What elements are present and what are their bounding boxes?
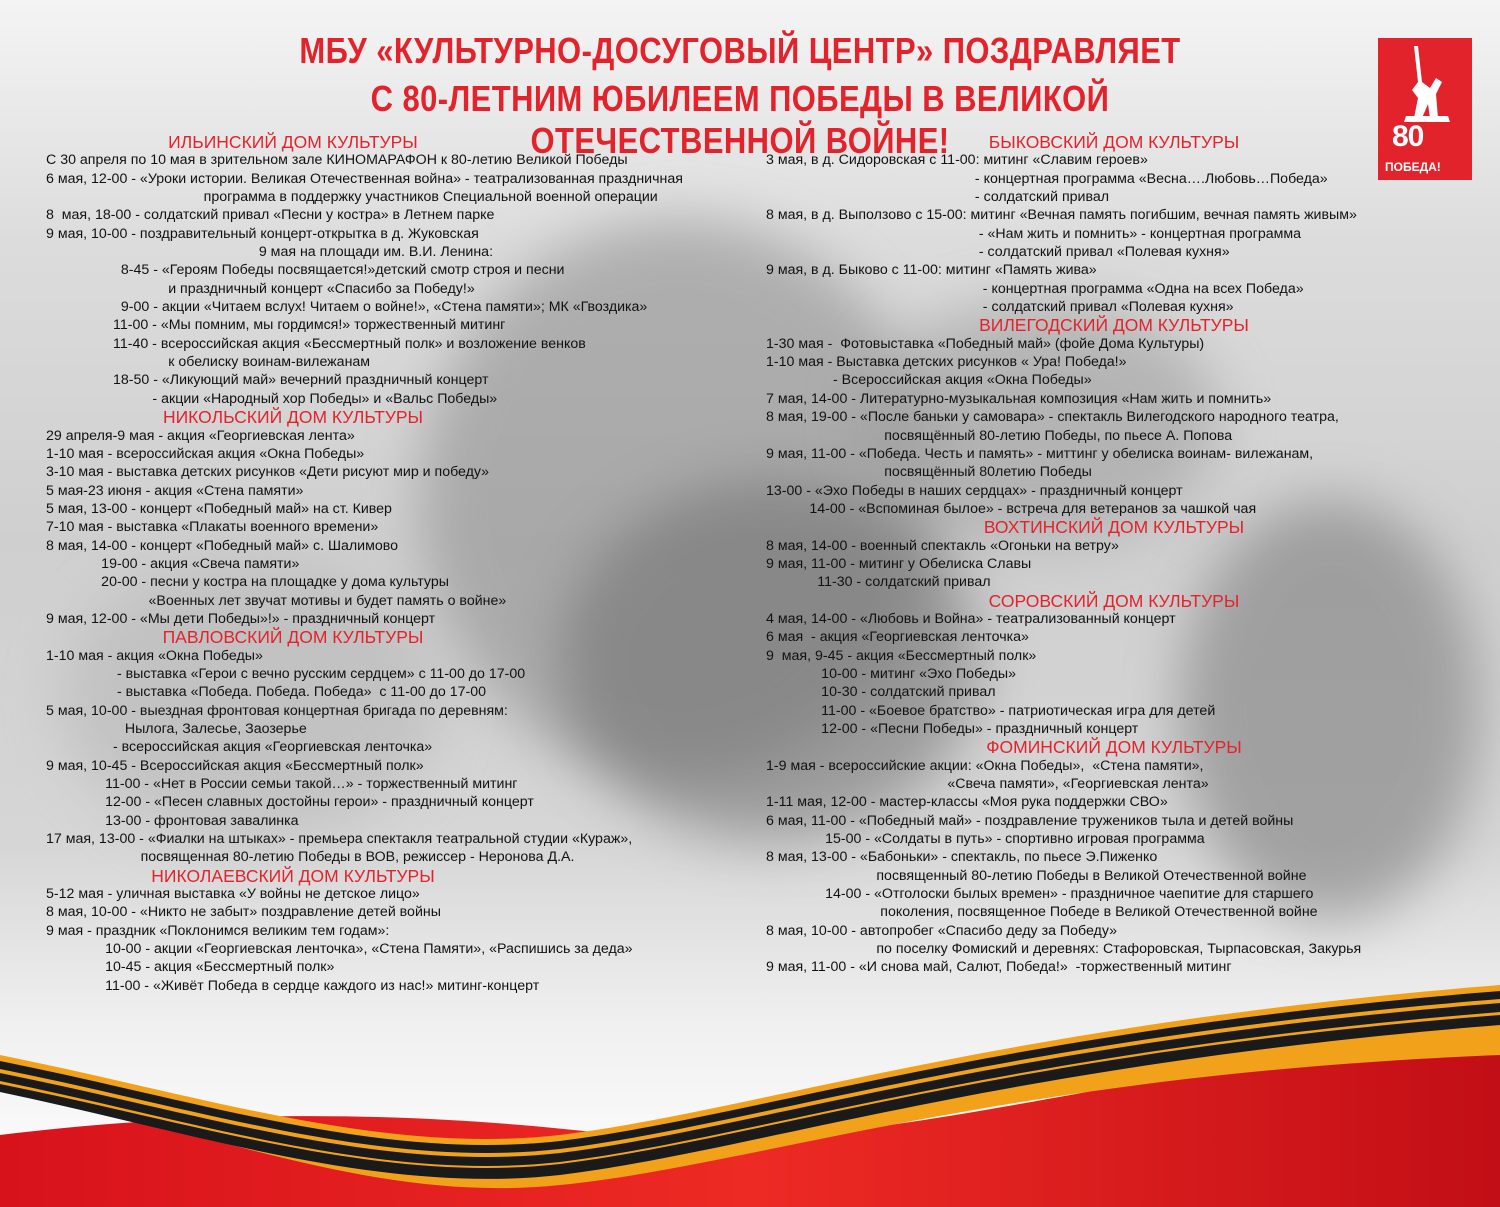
section-title: БЫКОВСКИЙ ДОМ КУЛЬТУРЫ: [988, 132, 1240, 152]
event-line: 9-00 - акции «Читаем вслух! Читаем о войне!», «Стена памяти»; МК «Гвоздика»: [46, 299, 648, 316]
section-title: ВОХТИНСКИЙ ДОМ КУЛЬТУРЫ: [983, 517, 1245, 538]
section: [766, 592, 1486, 739]
event-line: 15-00 - «Солдаты в путь» - спортивно игровая программа: [766, 831, 1205, 848]
event-line: 14-00 - «Отголоски былых времен» - праздничное чаепитие для старшего: [766, 886, 1314, 903]
event-line: 11-30 - солдатский привал: [766, 574, 991, 591]
event-line: 9 мая, 9-45 - акция «Бессмертный полк»: [766, 647, 1037, 664]
event-line: 12-00 - «Песни Победы» - праздничный концерт: [766, 721, 1139, 737]
event-line: - «Нам жить и помнить» - концертная программа: [766, 225, 1302, 242]
event-line: 5-12 мая - уличная выставка «У войны не детское лицо»: [46, 886, 420, 903]
event-line: 10-30 - солдатский привал: [766, 684, 996, 701]
event-line: посвященный 80-летию Победы в Великой Отечественной войне: [766, 867, 1307, 884]
logo-text: ПОБЕДА!: [1385, 160, 1441, 174]
event-line: 3-10 мая - выставка детских рисунков «Дети рисуют мир и победу»: [46, 464, 490, 481]
event-line: - выставка «Победа. Победа. Победа» с 11-00 до 17-00: [46, 684, 487, 701]
right-column: [766, 133, 1486, 977]
event-line: 9 мая, 10-00 - поздравительный концерт-открытка в д. Жуковская: [46, 225, 479, 242]
section: [766, 738, 1486, 976]
section-title: НИКОЛАЕВСКИЙ ДОМ КУЛЬТУРЫ: [151, 865, 435, 886]
section-title: ИЛЬИНСКИЙ ДОМ КУЛЬТУРЫ: [168, 132, 418, 152]
event-line: 8 мая, 10-00 - автопробег «Спасибо деду за Победу»: [766, 922, 1117, 939]
event-line: С 30 апреля по 10 мая в зрительном зале КИНОМАРАФОН к 80-летию Великой Победы: [46, 152, 628, 169]
event-line: 1-11 мая, 12-00 - мастер-классы «Моя рука поддержки СВО»: [766, 794, 1168, 811]
event-line: 17 мая, 13-00 - «Фиалки на штыках» - премьера спектакля театральной студии «Кураж»,: [46, 831, 633, 848]
event-line: 9 мая, 10-45 - Всероссийская акция «Бессмертный полк»: [46, 757, 424, 774]
event-line: 8 мая, 13-00 - «Бабоньки» - спектакль, по пьесе Э.Пиженко: [766, 849, 1158, 866]
event-line: 11-00 - «Нет в России семьи такой…» - торжественный митинг: [46, 776, 518, 793]
event-line: 11-00 - «Мы помним, мы гордимся!» торжественный митинг: [46, 317, 506, 334]
event-line: 8 мая, 19-00 - «После баньки у самовара» - спектакль Вилегодского народного театра,: [766, 409, 1339, 426]
event-line: 9 мая, в д. Быково с 11-00: митинг «Память жива»: [766, 262, 1097, 279]
section: [766, 316, 1486, 518]
section: [46, 408, 766, 628]
section: [766, 518, 1486, 591]
event-line: поколения, посвященное Победе в Великой Отечественной войне: [766, 904, 1318, 921]
section: [766, 133, 1486, 316]
event-line: 1-30 мая - Фотовыставка «Победный май» (фойе Дома Культуры): [766, 335, 1205, 352]
event-line: - выставка «Герои с вечно русским сердцем» с 11-00 до 17-00: [46, 665, 526, 682]
event-line: 14-00 - «Вспоминая былое» - встреча для ветеранов за чашкой чая: [766, 500, 1257, 517]
section-title: СОРОВСКИЙ ДОМ КУЛЬТУРЫ: [988, 590, 1240, 611]
event-line: 9 мая, 12-00 - «Мы дети Победы»!» - праздничный концерт: [46, 610, 436, 627]
event-line: Нылога, Залесье, Заозерье: [46, 721, 307, 737]
event-line: 20-00 - песни у костра на площадке у дома культуры: [46, 574, 449, 591]
event-line: - солдатский привал «Полевая кухня»: [766, 244, 1230, 261]
event-line: 12-00 - «Песен славных достойны герои» - праздничный концерт: [46, 794, 534, 811]
event-line: 11-40 - всероссийская акция «Бессмертный полк» и возложение венков: [46, 335, 586, 352]
event-line: 7-10 мая - выставка «Плакаты военного времени»: [46, 519, 379, 536]
event-line: 11-00 - «Боевое братство» - патриотическая игра для детей: [766, 702, 1216, 719]
event-line: 3 мая, в д. Сидоровская с 11-00: митинг «Славим героев»: [766, 152, 1148, 169]
event-line: 7 мая, 14-00 - Литературно-музыкальная композиция «Нам жить и помнить»: [766, 390, 1272, 407]
event-line: - солдатский привал: [766, 189, 1110, 206]
event-line: к обелиску воинам-вилежанам: [46, 354, 371, 371]
event-line: 1-10 мая - акция «Окна Победы»: [46, 647, 263, 664]
event-line: - всероссийская акция «Георгиевская ленточка»: [46, 739, 433, 756]
event-line: посвященная 80-летию Победы в ВОВ, режиссер - Неронова Д.А.: [46, 849, 575, 866]
event-line: «Свеча памяти», «Георгиевская лента»: [766, 776, 1209, 793]
event-line: посвящённый 80летию Победы: [766, 464, 1092, 481]
event-line: - Всероссийская акция «Окна Победы»: [766, 372, 1092, 389]
section: [46, 867, 766, 995]
event-line: 4 мая, 14-00 - «Любовь и Война» - театрализованный концерт: [766, 610, 1176, 627]
event-line: - солдатский привал «Полевая кухня»: [766, 299, 1234, 316]
event-line: 8 мая, 14-00 - концерт «Победный май» с. Шалимово: [46, 537, 398, 554]
section-title: ФОМИНСКИЙ ДОМ КУЛЬТУРЫ: [986, 737, 1242, 758]
event-line: 18-50 - «Ликующий май» вечерний праздничный концерт: [46, 372, 489, 389]
event-line: 9 мая на площади им. В.И. Ленина:: [46, 244, 494, 261]
event-line: 6 мая, 11-00 - «Победный май» - поздравление тружеников тыла и детей войны: [766, 812, 1294, 829]
section: [46, 628, 766, 866]
event-line: и праздничный концерт «Спасибо за Победу!»: [46, 280, 475, 297]
event-line: 5 мая, 10-00 - выездная фронтовая концертная бригада по деревням:: [46, 702, 508, 719]
event-line: 5 мая-23 июня - акция «Стена памяти»: [46, 482, 304, 499]
event-line: - концертная программа «Одна на всех Победа»: [766, 280, 1304, 297]
event-line: 29 апреля-9 мая - акция «Георгиевская лента»: [46, 427, 355, 444]
event-line: 1-9 мая - всероссийские акции: «Окна Победы», «Стена памяти»,: [766, 757, 1204, 774]
event-line: 1-10 мая - Выставка детских рисунков « Ура! Победа!»: [766, 354, 1127, 371]
event-line: 9 мая, 11-00 - митинг у Обелиска Славы: [766, 555, 1032, 572]
event-line: - акции «Народный хор Победы» и «Вальс Победы»: [46, 390, 498, 407]
logo-number: 80: [1392, 120, 1424, 153]
event-line: 19-00 - акция «Свеча памяти»: [46, 555, 300, 572]
event-line: 5 мая, 13-00 - концерт «Победный май» на ст. Кивер: [46, 500, 392, 517]
page-title-line-1: МБУ «КУЛЬТУРНО-ДОСУГОВЫЙ ЦЕНТР» ПОЗДРАВЛЯЕТ: [299, 30, 1181, 71]
event-line: 13-00 - фронтовая завалинка: [46, 812, 299, 829]
event-line: посвящённый 80-летию Победы, по пьесе А. Попова: [766, 427, 1233, 444]
event-line: 10-00 - митинг «Эхо Победы»: [766, 665, 1016, 682]
event-line: 8 мая, 14-00 - военный спектакль «Огоньки на ветру»: [766, 537, 1119, 554]
event-line: программа в поддержку участников Специальной военной операции: [46, 189, 658, 206]
event-line: 8-45 - «Героям Победы посвящается!»детский смотр строя и песни: [46, 262, 565, 279]
event-line: 8 мая, в д. Выползово с 15-00: митинг «Вечная память погибшим, вечная память живым»: [766, 207, 1357, 224]
event-line: 11-00 - «Живёт Победа в сердце каждого из нас!» митинг-концерт: [46, 977, 540, 994]
event-line: 6 мая, 12-00 - «Уроки истории. Великая Отечественная война» - театрализованная праздничная: [46, 170, 683, 187]
event-line: 9 мая - праздник «Поклонимся великим тем годам»:: [46, 922, 390, 939]
section-title: ПАВЛОВСКИЙ ДОМ КУЛЬТУРЫ: [162, 627, 424, 648]
event-line: 1-10 мая - всероссийская акция «Окна Победы»: [46, 445, 365, 462]
event-line: 9 мая, 11-00 - «И снова май, Салют, Победа!» -торжественный митинг: [766, 959, 1232, 976]
event-line: 9 мая, 11-00 - «Победа. Честь и память» - миттинг у обелиска воинам- вилежанам,: [766, 445, 1314, 462]
page-title-line-2: С 80-ЛЕТНИМ ЮБИЛЕЕМ ПОБЕДЫ В ВЕЛИКОЙ ОТЕЧЕСТВЕННОЙ ВОЙНЕ!: [370, 78, 1110, 161]
section-title: НИКОЛЬСКИЙ ДОМ КУЛЬТУРЫ: [162, 407, 424, 428]
section-title: ВИЛЕГОДСКИЙ ДОМ КУЛЬТУРЫ: [979, 315, 1249, 336]
event-line: «Военных лет звучат мотивы и будет память о войне»: [46, 592, 507, 609]
section: [46, 133, 766, 408]
event-line: 8 мая, 18-00 - солдатский привал «Песни у костра» в Летнем парке: [46, 207, 495, 224]
st-george-ribbon: [0, 985, 1500, 1207]
left-column: [46, 133, 766, 995]
event-line: - концертная программа «Весна….Любовь…Победа»: [766, 170, 1328, 187]
event-line: 13-00 - «Эхо Победы в наших сердцах» - праздничный концерт: [766, 482, 1183, 499]
event-line: 6 мая - акция «Георгиевская ленточка»: [766, 629, 1029, 646]
event-line: 8 мая, 10-00 - «Никто не забыт» поздравление детей войны: [46, 904, 441, 921]
event-line: 10-45 - акция «Бессмертный полк»: [46, 959, 335, 976]
event-line: 10-00 - акции «Георгиевская ленточка», «Стена Памяти», «Распишись за деда»: [46, 941, 633, 958]
event-line: по поселку Фомиский и деревнях: Стафоровская, Тырпасовская, Закурья: [766, 941, 1362, 958]
